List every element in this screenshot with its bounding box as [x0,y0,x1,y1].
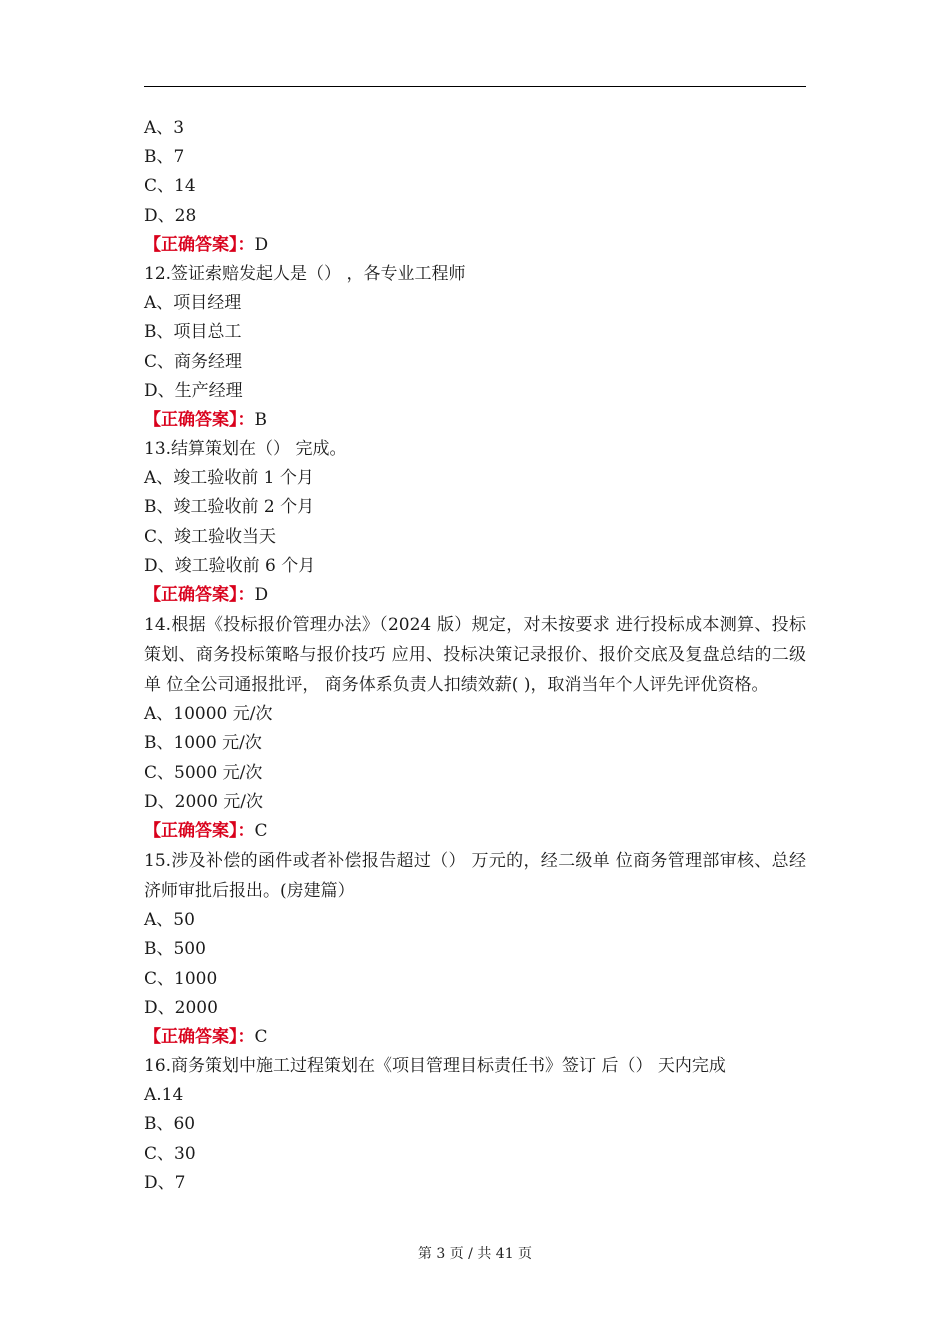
answer-value: B [254,409,267,430]
page-footer: 第 3 页 / 共 41 页 [417,1246,533,1262]
option-item: C、14 [144,176,196,197]
answer-label: 【正确答案】： [144,234,255,255]
option-item: B、60 [144,1114,196,1135]
answer-line [144,1023,806,1052]
answer-value: D [254,234,269,255]
option-item: C、竣工验收当天 [144,526,277,547]
answer-label: 【正确答案】： [144,820,255,841]
option-item: D、2000 元/次 [144,791,264,812]
option-item: A、项目经理 [144,293,242,314]
question-text: 16.商务策划中施工过程策划在《项目管理目标责任书》签订 后（） 天内完成 [144,1056,726,1077]
option-item: B、7 [144,147,185,168]
answer-label: 【正确答案】： [144,585,255,605]
option-item: C、5000 元/次 [144,762,263,783]
option-item: A、竣工验收前 1 个月 [144,468,314,489]
answer-line [144,406,806,435]
question-text: 14.根据《投标报价管理办法》（2024 版）规定，对未按要求 进行投标成本测算、投标策划、商务投标策略与报价技巧 应用、投标决策记录报价、报价交底及复盘总结的二级单 位全公司通报批评， 商务体系负责人扣绩效薪( )，取消当年个人评先评优资格。 [144,615,806,696]
answer-line [144,581,806,610]
option-item: B、项目总工 [144,322,242,343]
header-rule [144,86,806,87]
answer-value: D [254,585,269,605]
option-item: A、3 [144,118,185,138]
option-item: C、商务经理 [144,351,243,372]
question-text: 13.结算策划在（） 完成。 [144,439,347,460]
option-item: D、生产经理 [144,380,243,401]
option-item: C、30 [144,1143,196,1164]
page-content [144,114,806,1198]
answer-line [144,817,806,846]
option-item: B、1000 元/次 [144,733,262,754]
option-item: C、1000 [144,968,218,989]
option-item: B、500 [144,939,206,960]
option-item: A、10000 元/次 [144,704,273,725]
answer-label: 【正确答案】： [144,409,255,430]
option-item: D、竣工验收前 6 个月 [144,555,316,576]
option-item: D、28 [144,205,197,226]
option-item: A.14 [144,1085,184,1106]
answer-value: C [254,820,268,841]
option-item: D、7 [144,1172,186,1193]
answer-label: 【正确答案】： [144,1026,255,1047]
option-item: B、竣工验收前 2 个月 [144,497,315,518]
option-item: D、2000 [144,997,218,1018]
question-text: 12.签证索赔发起人是（） ，各专业工程师 [144,263,466,284]
answer-value: C [254,1026,268,1047]
question-text: 15.涉及补偿的函件或者补偿报告超过（） 万元的，经二级单 位商务管理部审核、总经济师审批后报出。(房建篇） [144,851,806,902]
answer-line [144,231,806,260]
option-item: A、50 [144,910,195,931]
